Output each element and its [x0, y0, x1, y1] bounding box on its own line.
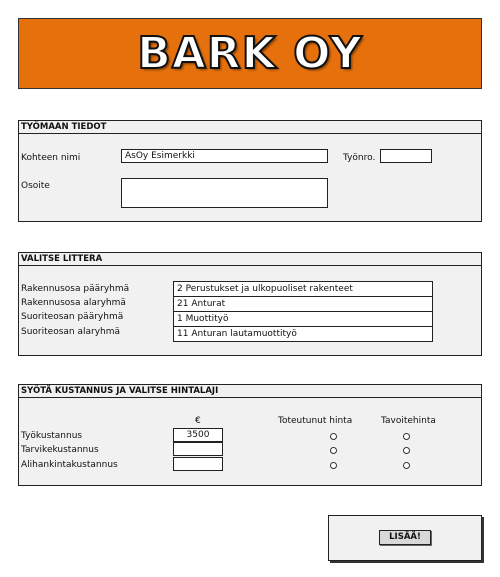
littera-label: Rakennusosa pääryhmä: [21, 284, 130, 294]
currency-label: €: [195, 416, 201, 426]
cost-input[interactable]: 3500: [173, 428, 223, 442]
tyomaa-header: TYÖMAAN TIEDOT: [19, 121, 481, 134]
kohde-label: Kohteen nimi: [21, 153, 81, 163]
littera-table: [173, 281, 433, 342]
toteutunut-radio[interactable]: [330, 462, 337, 469]
littera-value-field[interactable]: 2 Perustukset ja ulkopuoliset rakenteet: [174, 282, 432, 297]
osoite-field[interactable]: [121, 178, 328, 208]
company-title: BARK OY: [137, 28, 363, 79]
tyonro-label: Työnro.: [343, 153, 376, 163]
toteutunut-radio[interactable]: [330, 447, 337, 454]
kohde-field[interactable]: AsOy Esimerkki: [121, 149, 328, 163]
littera-label: Suoriteosan alaryhmä: [21, 327, 121, 337]
littera-panel: [18, 252, 482, 356]
kustannus-header: SYÖTÄ KUSTANNUS JA VALITSE HINTALAJI: [19, 385, 481, 398]
lisaa-button[interactable]: LISÄÄ!: [379, 530, 431, 545]
cost-label: Alihankintakustannus: [21, 460, 118, 470]
littera-value-field[interactable]: 11 Anturan lautamuottityö: [177, 329, 297, 339]
osoite-label: Osoite: [21, 181, 50, 191]
toteutunut-radio[interactable]: [330, 433, 337, 440]
tyonro-field[interactable]: [380, 149, 432, 163]
tavoite-radio[interactable]: [403, 433, 410, 440]
tavoite-header: Tavoitehinta: [381, 416, 436, 426]
littera-header: VALITSE LITTERA: [19, 253, 481, 266]
toteutunut-header: Toteutunut hinta: [278, 416, 353, 426]
littera-value-field[interactable]: 21 Anturat: [174, 297, 432, 312]
littera-value-field[interactable]: 1 Muottityö: [174, 312, 432, 327]
littera-label: Suoriteosan pääryhmä: [21, 312, 124, 322]
cost-label: Tarvikekustannus: [21, 445, 99, 455]
header-banner: [18, 18, 482, 89]
cost-input[interactable]: [173, 457, 223, 471]
cost-label: Työkustannus: [21, 431, 83, 441]
tavoite-radio[interactable]: [403, 447, 410, 454]
cost-input[interactable]: [173, 442, 223, 456]
tavoite-radio[interactable]: [403, 462, 410, 469]
littera-label: Rakennusosa alaryhmä: [21, 298, 126, 308]
kustannus-panel: [18, 384, 482, 486]
tyomaa-panel: [18, 120, 482, 222]
action-panel: [328, 515, 482, 561]
